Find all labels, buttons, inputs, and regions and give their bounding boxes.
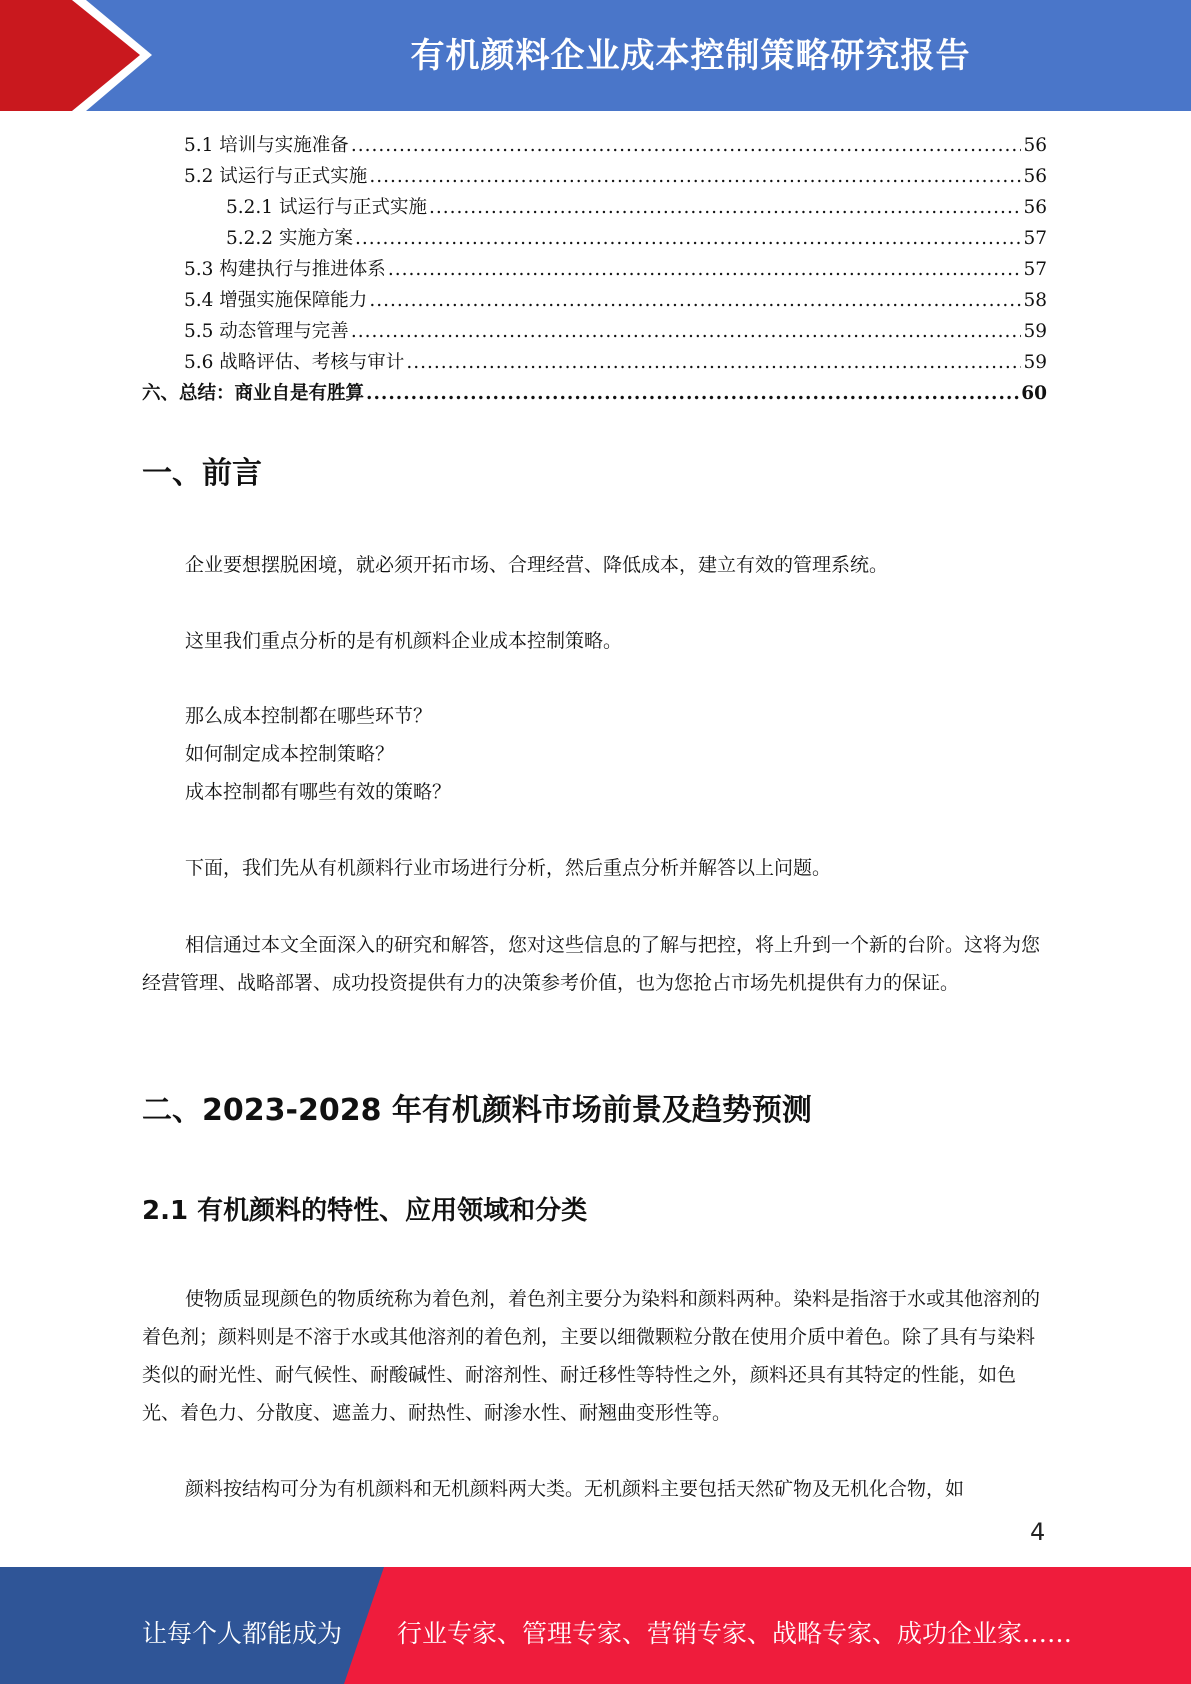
toc-entry[interactable] xyxy=(142,161,1047,192)
toc-entry[interactable] xyxy=(142,378,1047,409)
toc-entry[interactable] xyxy=(142,285,1047,316)
toc-entry-label: 5.4 增强实施保障能力 xyxy=(184,290,368,311)
question-item: 那么成本控制都在哪些环节？ xyxy=(185,705,433,727)
toc-leader-dots xyxy=(369,161,1021,192)
toc-entry-page: 58 xyxy=(1023,290,1047,311)
question-item: 如何制定成本控制策略？ xyxy=(185,743,395,765)
toc-entry-page: 57 xyxy=(1023,228,1047,249)
toc-entry-page: 56 xyxy=(1023,166,1047,187)
toc-entry-label: 5.2 试运行与正式实施 xyxy=(184,166,368,187)
toc-leader-dots xyxy=(388,254,1022,285)
toc-entry[interactable] xyxy=(142,254,1047,285)
paragraph: 使物质显现颜色的物质统称为着色剂，着色剂主要分为染料和颜料两种。染料是指溶于水或其他溶剂的着色剂；颜料则是不溶于水或其他溶剂的着色剂，主要以细微颗粒分散在使用介质中着色。除了具有与染料类似的耐光性、耐气候性、耐酸碱性、耐溶剂性、耐迁移性等特性之外，颜料还具有其特定的性能，如色光、着色力、分散度、遮盖力、耐热性、耐渗水性、耐翘曲变形性等。 xyxy=(142,1288,1041,1424)
header-bar xyxy=(0,0,1191,111)
toc-entry[interactable] xyxy=(142,192,1047,223)
section-heading-market: 二、2023-2028 年有机颜料市场前景及趋势预测 xyxy=(142,1093,812,1128)
toc-entry-label: 5.3 构建执行与推进体系 xyxy=(184,259,386,280)
footer-slogan-left: 让每个人都能成为 xyxy=(142,1619,343,1648)
toc-entry-page: 60 xyxy=(1021,383,1047,404)
toc-entry-page: 56 xyxy=(1023,135,1047,156)
toc-entry-label: 5.2.1 试运行与正式实施 xyxy=(226,197,427,218)
document-title: 有机颜料企业成本控制策略研究报告 xyxy=(410,36,971,76)
toc-entry[interactable] xyxy=(142,347,1047,378)
toc-entry-label: 六、总结：商业自是有胜算 xyxy=(142,383,365,404)
paragraph: 颜料按结构可分为有机颜料和无机颜料两大类。无机颜料主要包括天然矿物及无机化合物，如 xyxy=(185,1478,965,1500)
paragraph: 相信通过本文全面深入的研究和解答，您对这些信息的了解与把控，将上升到一个新的台阶。这将为您经营管理、战略部署、成功投资提供有力的决策参考价值，也为您抢占市场先机提供有力的保证。 xyxy=(142,934,1041,994)
toc-leader-dots xyxy=(366,378,1019,409)
toc-entry-label: 5.6 战略评估、考核与审计 xyxy=(184,352,405,373)
subsection-heading: 2.1 有机颜料的特性、应用领域和分类 xyxy=(142,1196,588,1226)
footer-slogan-right: 行业专家、管理专家、营销专家、战略专家、成功企业家…… xyxy=(397,1619,1073,1648)
toc-entry-page: 59 xyxy=(1023,321,1047,342)
toc-entry-label: 5.5 动态管理与完善 xyxy=(184,321,349,342)
toc-leader-dots xyxy=(351,130,1022,161)
header-arrow-decoration xyxy=(0,0,160,111)
paragraph: 企业要想摆脱困境，就必须开拓市场、合理经营、降低成本，建立有效的管理系统。 xyxy=(185,554,889,576)
toc-leader-dots xyxy=(355,223,1022,254)
question-item: 成本控制都有哪些有效的策略？ xyxy=(185,781,452,803)
toc-entry-page: 59 xyxy=(1023,352,1047,373)
table-of-contents xyxy=(142,130,1047,409)
section-heading-preface: 一、前言 xyxy=(142,456,262,491)
paragraph: 这里我们重点分析的是有机颜料企业成本控制策略。 xyxy=(185,630,623,652)
toc-entry[interactable] xyxy=(142,316,1047,347)
toc-leader-dots xyxy=(351,316,1022,347)
page-number: 4 xyxy=(1030,1518,1046,1546)
toc-entry[interactable] xyxy=(142,130,1047,161)
toc-entry-label: 5.1 培训与实施准备 xyxy=(184,135,349,156)
toc-leader-dots xyxy=(369,285,1021,316)
toc-entry-page: 56 xyxy=(1023,197,1047,218)
toc-entry-page: 57 xyxy=(1023,259,1047,280)
toc-entry-label: 5.2.2 实施方案 xyxy=(226,228,353,249)
toc-leader-dots xyxy=(406,347,1021,378)
toc-entry[interactable] xyxy=(142,223,1047,254)
toc-leader-dots xyxy=(429,192,1021,223)
paragraph: 下面，我们先从有机颜料行业市场进行分析，然后重点分析并解答以上问题。 xyxy=(185,857,832,879)
